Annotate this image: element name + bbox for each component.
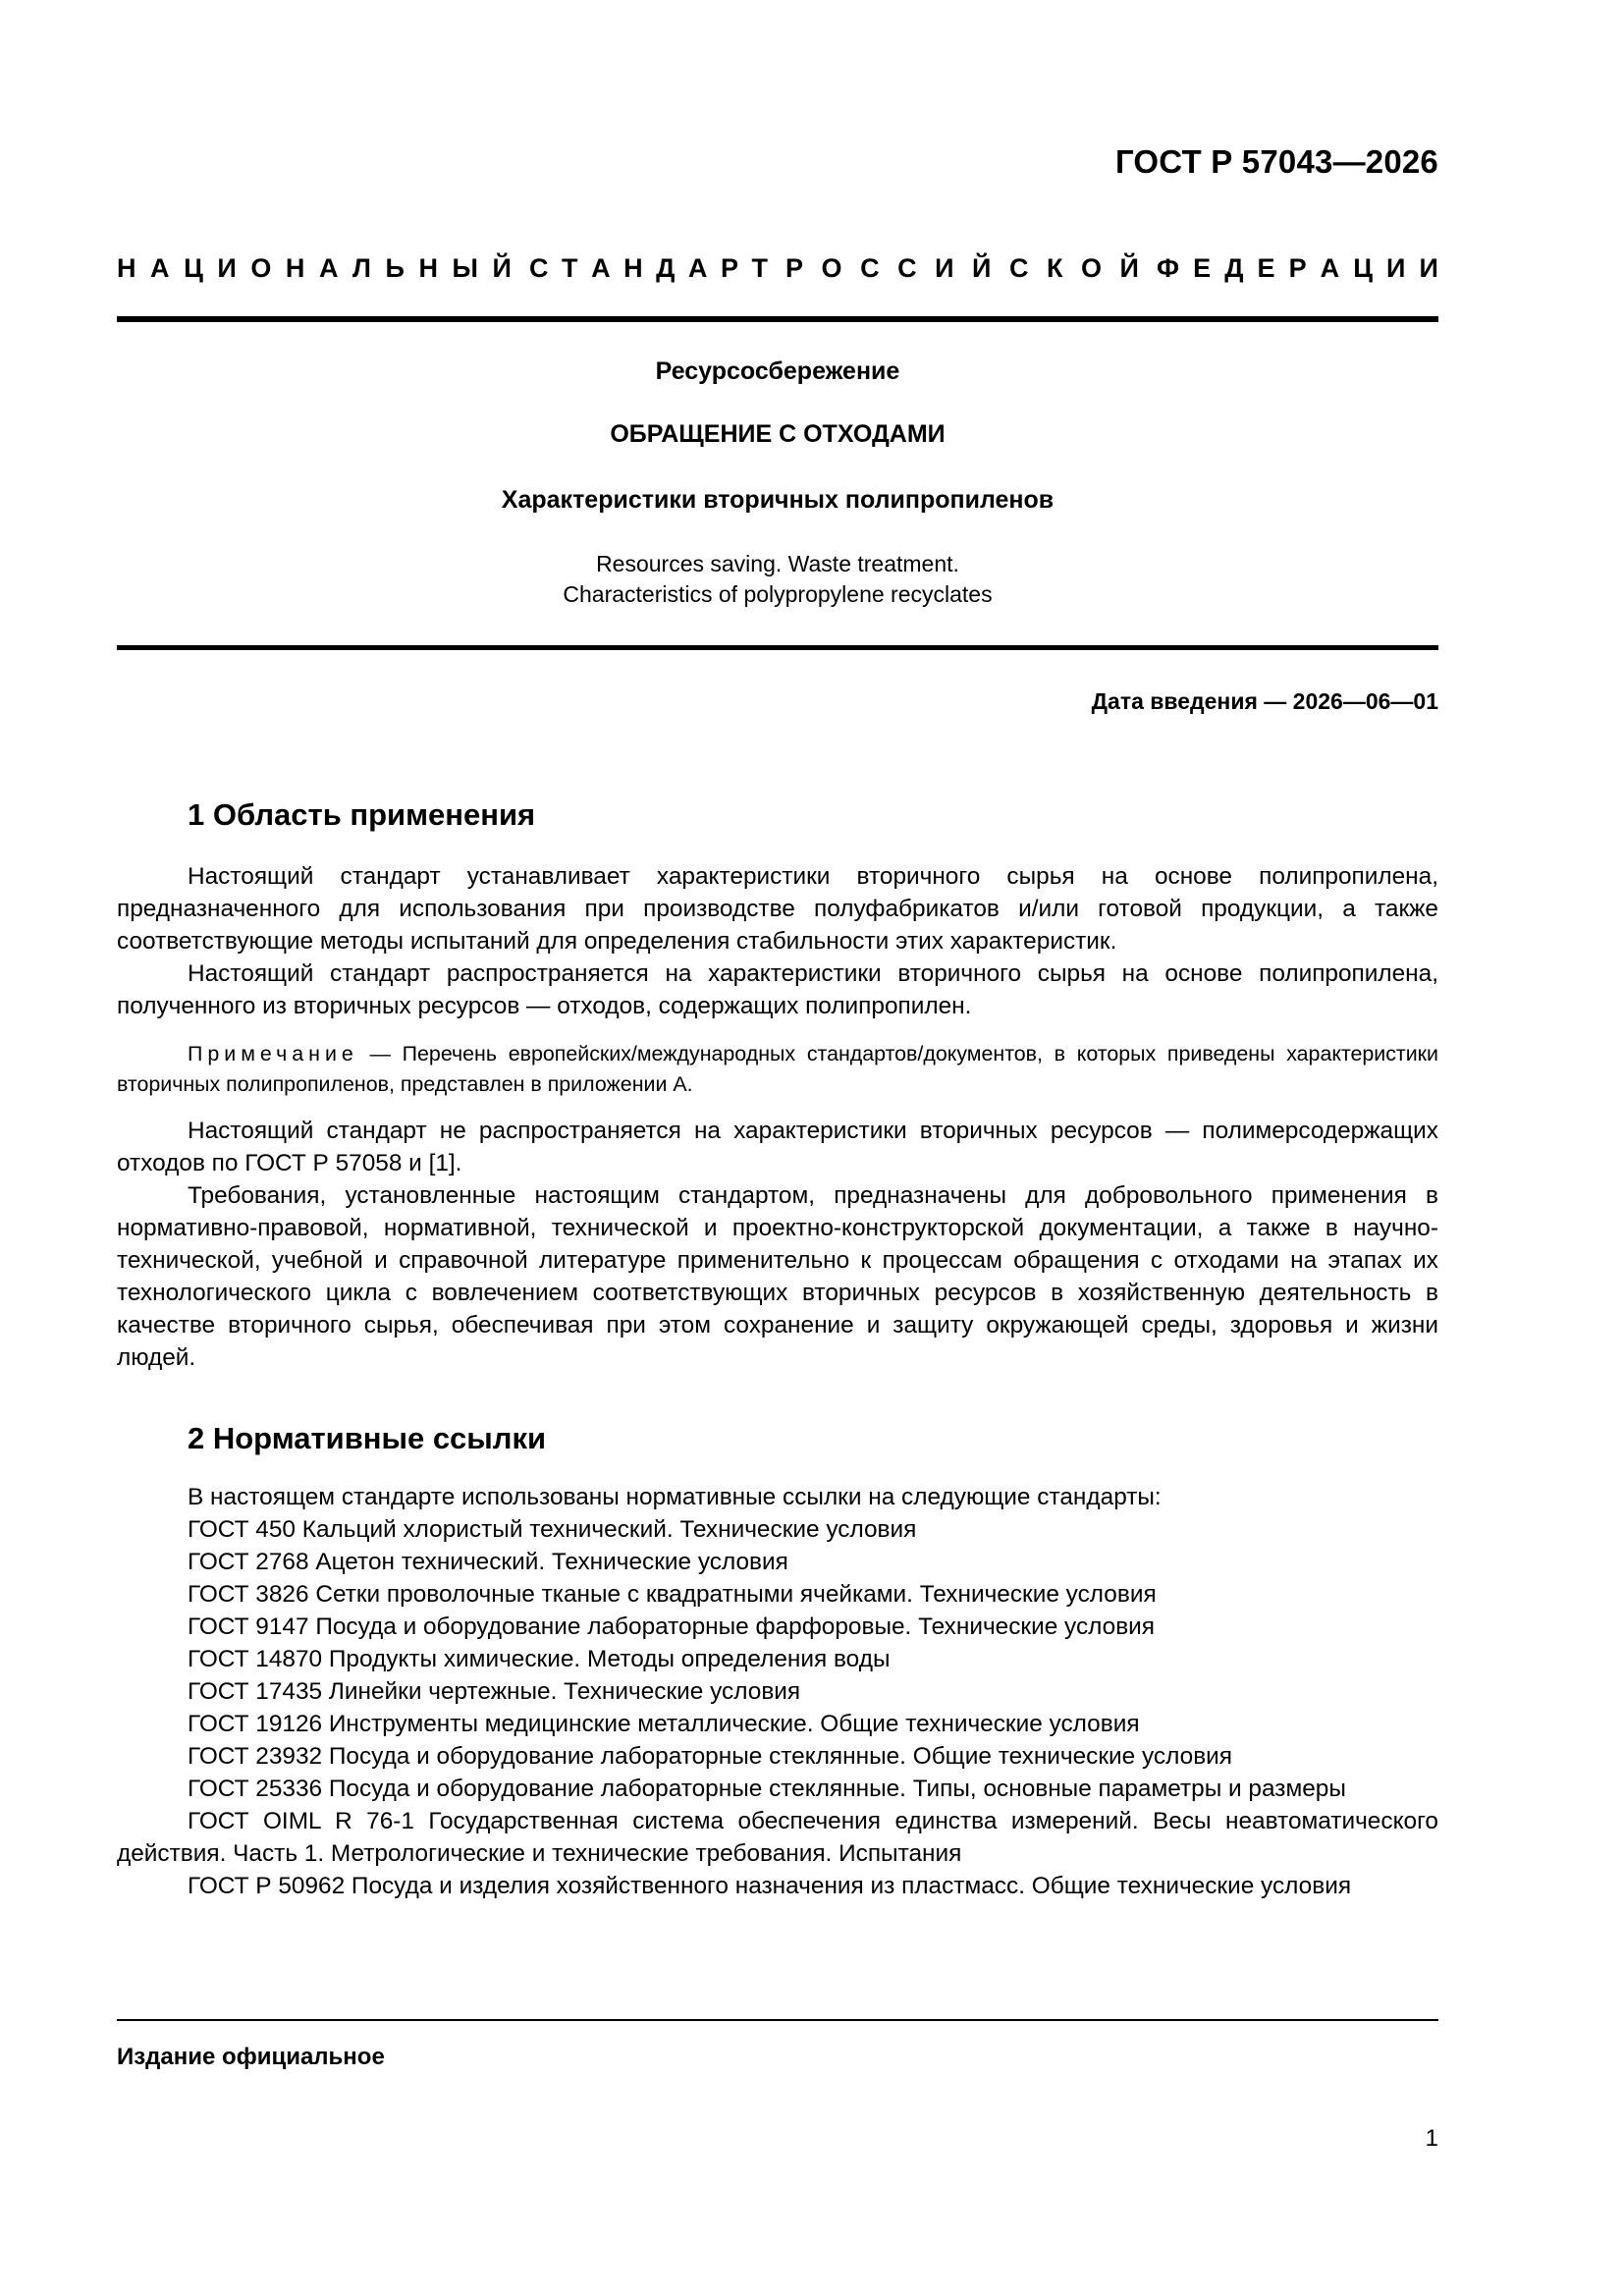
english-title (117, 549, 1438, 610)
references-intro: В настоящем стандарте использованы нормативные ссылки на следующие стандарты: (188, 1484, 1162, 1510)
reference-item: ГОСТ 450 Кальций хлористый технический. Технические условия (188, 1516, 917, 1543)
reference-item: ГОСТ 19126 Инструменты медицинские металлические. Общие технические условия (188, 1711, 1140, 1737)
banner-word: Ф Е Д Е Р А Ц И И (1157, 253, 1438, 283)
english-title-line-2: Characteristics of polypropylene recyclates (563, 581, 993, 607)
title-line-2: ОБРАЩЕНИЕ С ОТХОДАМИ (610, 420, 946, 448)
standard-code: ГОСТ Р 57043—2026 (1114, 143, 1438, 180)
banner-word: Р О С С И Й С К О Й (785, 253, 1139, 283)
english-title-line-1: Resources saving. Waste treatment. (596, 551, 959, 576)
normative-references (117, 1481, 1438, 1902)
reference-item: ГОСТ Р 50962 Посуда и изделия хозяйственного назначения из пластмасс. Общие технические условия (188, 1873, 1352, 1899)
top-rule (117, 316, 1438, 322)
title-bottom-rule (117, 645, 1438, 650)
section-1-body-continued (117, 1115, 1438, 1374)
reference-item: ГОСТ 9147 Посуда и оборудование лабораторные фарфоровые. Технические условия (188, 1613, 1156, 1640)
title-line-1: Ресурсосбережение (655, 357, 900, 385)
footer-rule (117, 2019, 1438, 2021)
reference-item: ГОСТ OIML R 76-1 Государственная система обеспечения единства измерений. Весы неавтоматического действия. Часть 1. Метрологические и технические требования. Испытания (117, 1808, 1438, 1867)
reference-item: ГОСТ 17435 Линейки чертежные. Технические условия (188, 1678, 801, 1705)
banner-word: С Т А Н Д А Р Т (529, 253, 768, 283)
national-standard-banner (117, 253, 1438, 284)
note-text: — Перечень европейских/международных стандартов/документов, в которых приведены характеристики вторичных полипропиленов, представлен в приложении А. (117, 1042, 1438, 1096)
reference-item: ГОСТ 23932 Посуда и оборудование лабораторные стеклянные. Общие технические условия (188, 1743, 1232, 1770)
reference-item: ГОСТ 25336 Посуда и оборудование лабораторные стеклянные. Типы, основные параметры и размеры (188, 1776, 1346, 1802)
paragraph: Требования, установленные настоящим стандартом, предназначены для добровольного применения в нормативно-правовой, нормативной, технической и проектно-конструкторской документации, а также в научно-технической, учебной и справочной литературе применительно к процессам обращения с отходами на этапах их технологического цикла с вовлечением соответствующих вторичных ресурсов в хозяйственную деятельность в качестве вторичного сырья, обеспечивая при этом сохранение и защиту окружающей среды, здоровья и жизни людей. (117, 1182, 1438, 1371)
official-edition-label: Издание официальное (117, 2044, 385, 2070)
reference-item: ГОСТ 3826 Сетки проволочные тканые с квадратными ячейками. Технические условия (188, 1581, 1157, 1608)
reference-item: ГОСТ 2768 Ацетон технический. Технические условия (188, 1549, 788, 1575)
paragraph: Настоящий стандарт распространяется на характеристики вторичного сырья на основе полипропилена, полученного из вторичных ресурсов — отходов, содержащих полипропилен. (117, 960, 1438, 1019)
note (117, 1039, 1438, 1100)
paragraph: Настоящий стандарт устанавливает характеристики вторичного сырья на основе полипропилена, предназначенного для использования при производстве полуфабрикатов и/или готовой продукции, а также соответствующие методы испытаний для определения стабильности этих характеристик. (117, 863, 1438, 955)
title-line-3: Характеристики вторичных полипропиленов (501, 486, 1055, 514)
section-1-heading: 1 Область применения (188, 797, 536, 832)
introduction-date: Дата введения — 2026—06—01 (1091, 688, 1438, 714)
banner-word: Н А Ц И О Н А Л Ь Н Ы Й (117, 253, 512, 283)
page-number: 1 (1425, 2125, 1438, 2152)
section-1-body (117, 860, 1438, 1022)
paragraph: Настоящий стандарт не распространяется на характеристики вторичных ресурсов — полимерсодержащих отходов по ГОСТ Р 57058 и [1]. (117, 1118, 1438, 1176)
note-label: Примечание (188, 1042, 358, 1066)
section-2-heading: 2 Нормативные ссылки (188, 1421, 547, 1455)
reference-item: ГОСТ 14870 Продукты химические. Методы определения воды (188, 1646, 891, 1672)
